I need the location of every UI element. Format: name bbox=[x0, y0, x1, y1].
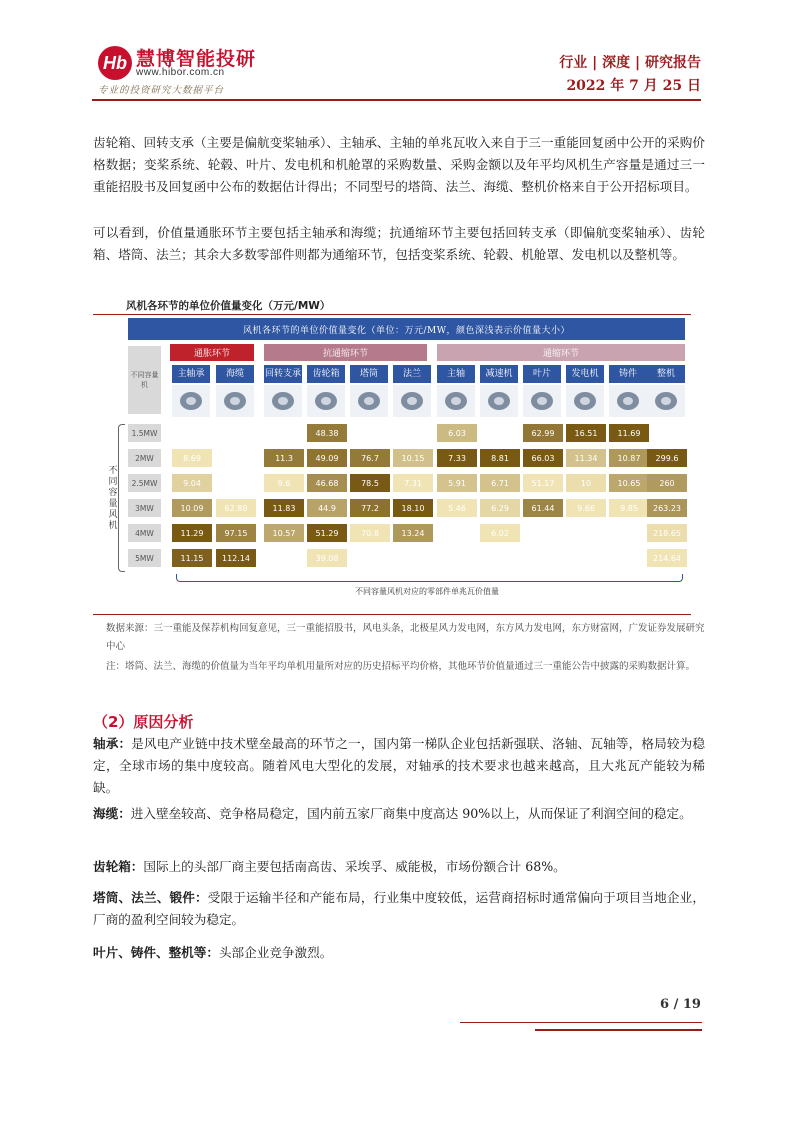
value-cell: 112.14 bbox=[216, 549, 256, 567]
value-cell: 11.69 bbox=[609, 424, 649, 442]
reason-cable bbox=[93, 803, 705, 825]
value-cell: 78.5 bbox=[350, 474, 390, 492]
reason-label: 轴承： bbox=[93, 736, 132, 751]
value-cell: 6.02 bbox=[480, 524, 520, 542]
value-cell: 10.15 bbox=[393, 449, 433, 467]
value-cell: 214.64 bbox=[647, 549, 687, 567]
reason-label: 塔筒、法兰、锻件： bbox=[93, 890, 208, 905]
category-inflation: 通胀环节 bbox=[170, 344, 254, 361]
capacity-side-label: 不同容量风机 bbox=[108, 466, 118, 531]
value-cell: 11.83 bbox=[264, 499, 304, 517]
capacity-row-label: 3MW bbox=[128, 499, 161, 517]
reason-text: 是风电产业链中技术壁垒最高的环节之一，国内第一梯队企业包括新强联、洛轴、瓦轴等，格局较为稳定，全球市场的集中度较高。随着风电大型化的发展，对轴承的技术要求也越来越高，且大兆瓦产能较为稀缺。 bbox=[93, 736, 706, 795]
component-header-generator: 发电机 bbox=[566, 365, 604, 383]
value-cell: 263.23 bbox=[647, 499, 687, 517]
value-cell: 77.2 bbox=[350, 499, 390, 517]
value-cell: 48.38 bbox=[307, 424, 347, 442]
value-cell: 10.09 bbox=[172, 499, 212, 517]
casting-icon bbox=[609, 385, 647, 417]
value-cell: 46.68 bbox=[307, 474, 347, 492]
bottom-brace bbox=[176, 574, 683, 582]
value-cell: 11.3 bbox=[264, 449, 304, 467]
cable-icon bbox=[216, 385, 254, 417]
reason-text: 头部企业竞争激烈。 bbox=[218, 945, 333, 960]
component-header-slewing-ring: 回转支承 bbox=[264, 365, 302, 383]
component-header-tower: 塔筒 bbox=[350, 365, 388, 383]
value-cell: 62.89 bbox=[216, 499, 256, 517]
value-cell: 39.08 bbox=[307, 549, 347, 567]
value-cell: 6.03 bbox=[437, 424, 477, 442]
reducer-icon bbox=[480, 385, 518, 417]
value-cell: 7.33 bbox=[437, 449, 477, 467]
value-cell: 13.24 bbox=[393, 524, 433, 542]
capacity-row-label: 4MW bbox=[128, 524, 161, 542]
value-cell: 11.34 bbox=[566, 449, 606, 467]
logo-slogan: 专业的投资研究大数据平台 bbox=[98, 85, 225, 96]
blade-icon bbox=[523, 385, 561, 417]
component-header-reducer: 减速机 bbox=[480, 365, 518, 383]
capacity-row-label: 5MW bbox=[128, 549, 161, 567]
value-cell: 9.85 bbox=[609, 499, 649, 517]
component-header-casting: 铸件 bbox=[609, 365, 647, 383]
paragraph-summary: 可以看到，价值量通胀环节主要包括主轴承和海缆；抗通缩环节主要包括回转支承（即偏航变桨轴承）、齿轮箱、塔筒、法兰；其余大多数零部件则都为通缩环节，包括变桨系统、轮毂、机舱罩、发电机以及整机等。 bbox=[93, 225, 705, 262]
reason-gearbox bbox=[93, 856, 705, 878]
value-cell: 8.69 bbox=[172, 449, 212, 467]
value-cell: 51.29 bbox=[307, 524, 347, 542]
value-cell: 49.09 bbox=[307, 449, 347, 467]
reason-label: 齿轮箱： bbox=[93, 859, 144, 874]
value-cell: 10 bbox=[566, 474, 606, 492]
value-cell: 5.46 bbox=[437, 499, 477, 517]
figure-source: 数据来源：三一重能及保荐机构回复意见，三一重能招股书，风电头条，北极星风力发电网，东方风力发电网，东方财富网，广发证券发展研究中心 bbox=[106, 623, 705, 652]
capacity-row-label: 2.5MW bbox=[128, 474, 161, 492]
value-cell: 16.51 bbox=[566, 424, 606, 442]
reason-blade bbox=[93, 942, 705, 964]
main-shaft-icon bbox=[437, 385, 475, 417]
slewing-ring-icon bbox=[264, 385, 302, 417]
paragraph-data-source: 齿轮箱、回转支承（主要是偏航变桨轴承）、主轴承、主轴的单兆瓦收入来自于三一重能回复函中公开的采购价格数据；变桨系统、轮毂、叶片、发电机和机舱罩的采购数量、采购金额以及年平均风机生产容量是通过三一重能招股书及回复函中公布的数据估计得出；不同型号的塔筒、法兰、海缆、整机价格来自于公开招标项目。 bbox=[93, 135, 705, 194]
report-date: 2022 年 7 月 25 日 bbox=[566, 78, 701, 94]
logo-url[interactable]: www.hibor.com.cn bbox=[136, 67, 225, 78]
category-deflation: 通缩环节 bbox=[437, 344, 685, 361]
value-cell: 66.03 bbox=[523, 449, 563, 467]
section-title: （2）原因分析 bbox=[93, 713, 194, 731]
figure-banner: 风机各环节的单位价值量变化（单位：万元/MW，颜色深浅表示价值量大小） bbox=[128, 318, 685, 340]
logo-mark: Hb bbox=[98, 46, 132, 80]
component-header-turbine: 整机 bbox=[647, 365, 685, 383]
value-cell: 9.04 bbox=[172, 474, 212, 492]
value-cell: 18.10 bbox=[393, 499, 433, 517]
component-header-gearbox: 齿轮箱 bbox=[307, 365, 345, 383]
reason-text: 进入壁垒较高、竞争格局稳定，国内前五家厂商集中度高达 90%以上，从而保证了利润空间的稳定。 bbox=[130, 806, 692, 821]
category-anti-deflation: 抗通缩环节 bbox=[264, 344, 427, 361]
reason-label: 海缆： bbox=[93, 806, 131, 821]
value-cell: 97.15 bbox=[216, 524, 256, 542]
value-cell: 9.66 bbox=[566, 499, 606, 517]
value-cell: 6.71 bbox=[480, 474, 520, 492]
value-cell: 10.65 bbox=[609, 474, 649, 492]
value-cell: 6.29 bbox=[480, 499, 520, 517]
component-header-flange: 法兰 bbox=[393, 365, 431, 383]
reason-bearing bbox=[93, 733, 705, 799]
figure-note: 注：塔筒、法兰、海缆的价值量为当年平均单机用量所对应的历史招标平均价格，其他环节价值量通过三一重能公告中披露的采购数据计算。 bbox=[106, 661, 696, 672]
footer-line bbox=[460, 1022, 702, 1023]
generator-icon bbox=[566, 385, 604, 417]
brace-note: 不同容量风机对应的零部件单兆瓦价值量 bbox=[355, 587, 499, 596]
reason-text: 国际上的头部厂商主要包括南高齿、采埃孚、威能极，市场份额合计 68%。 bbox=[143, 859, 566, 874]
value-cell: 218.65 bbox=[647, 524, 687, 542]
page-number: 6 / 19 bbox=[660, 997, 701, 1012]
flange-icon bbox=[393, 385, 431, 417]
row-header-cell: 不同容量机 bbox=[128, 346, 161, 414]
figure-title: 风机各环节的单位价值量变化（万元/MW） bbox=[126, 300, 331, 312]
component-header-cable: 海缆 bbox=[216, 365, 254, 383]
figure-bottom-rule bbox=[93, 614, 691, 615]
tower-icon bbox=[350, 385, 388, 417]
value-cell: 61.44 bbox=[523, 499, 563, 517]
value-cell: 260 bbox=[647, 474, 687, 492]
value-cell: 299.6 bbox=[647, 449, 687, 467]
capacity-row-label: 2MW bbox=[128, 449, 161, 467]
report-category: 行业 | 深度 | 研究报告 bbox=[559, 55, 701, 71]
reason-label: 叶片、铸件、整机等： bbox=[93, 945, 219, 960]
turbine-icon bbox=[647, 385, 685, 417]
footer-line-thick bbox=[535, 1029, 702, 1031]
value-cell: 10.57 bbox=[264, 524, 304, 542]
value-cell: 70.8 bbox=[350, 524, 390, 542]
value-cell: 76.7 bbox=[350, 449, 390, 467]
value-cell: 11.29 bbox=[172, 524, 212, 542]
value-cell: 7.31 bbox=[393, 474, 433, 492]
component-header-main-shaft: 主轴 bbox=[437, 365, 475, 383]
value-cell: 51.17 bbox=[523, 474, 563, 492]
bearing-icon bbox=[172, 385, 210, 417]
value-cell: 8.81 bbox=[480, 449, 520, 467]
value-cell: 9.6 bbox=[264, 474, 304, 492]
component-header-blade: 叶片 bbox=[523, 365, 561, 383]
reason-tower bbox=[93, 887, 705, 931]
value-cell: 62.99 bbox=[523, 424, 563, 442]
logo-name: 慧博智能投研 bbox=[136, 48, 257, 70]
capacity-row-label: 1.5MW bbox=[128, 424, 161, 442]
value-cell: 11.15 bbox=[172, 549, 212, 567]
value-cell: 10.87 bbox=[609, 449, 649, 467]
figure-top-rule bbox=[93, 314, 691, 315]
component-header-bearing: 主轴承 bbox=[172, 365, 210, 383]
value-cell: 5.91 bbox=[437, 474, 477, 492]
gearbox-icon bbox=[307, 385, 345, 417]
reason-text: 受限于运输半径和产能布局，行业集中度较低，运营商招标时通常偏向于项目当地企业，厂商的盈利空间较为稳定。 bbox=[93, 890, 706, 927]
header-divider bbox=[92, 99, 701, 101]
value-cell: 44.9 bbox=[307, 499, 347, 517]
